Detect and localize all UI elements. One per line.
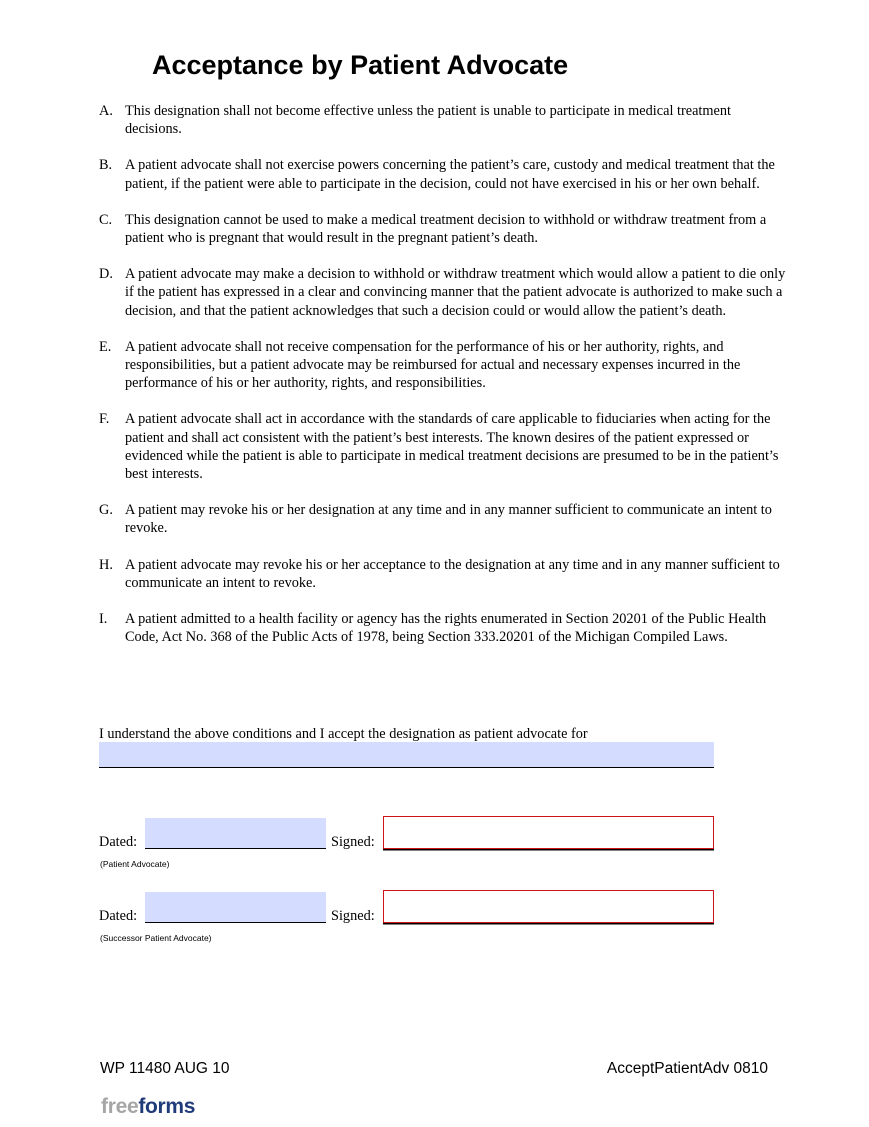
condition-text: A patient admitted to a health facility or agency has the rights enumerated in Section 20201 of the Public Health Code, Act No. 368 of the Public Acts of 1978, being Section 333.20201 of the Michigan Compiled Laws. (125, 611, 767, 646)
logo-forms-text: forms (138, 1095, 196, 1118)
condition-item (99, 265, 789, 320)
condition-item (99, 338, 789, 393)
conditions-list (99, 102, 789, 664)
signed-label: Signed: (331, 834, 375, 850)
condition-item (99, 501, 789, 537)
successor-advocate-signature-row (99, 890, 719, 924)
successor-advocate-date-input[interactable] (145, 892, 326, 923)
condition-text: A patient advocate shall act in accordance with the standards of care applicable to fiduciaries when acting for the patient and shall act consistent with the patient’s best interests. The known desires of the patient expressed or evidenced while the patient is able to participate in medical treatment decisions are presumed to be in the patient’s best interests. (125, 411, 779, 483)
condition-item (99, 102, 789, 138)
form-id: AcceptPatientAdv 0810 (606, 1060, 768, 1077)
condition-text: A patient advocate may revoke his or her acceptance to the designation at any time and in any manner sufficient to communicate an intent to revoke. (125, 556, 780, 591)
condition-text: A patient may revoke his or her designation at any time and in any manner sufficient to communicate an intent to revoke. (125, 502, 772, 537)
condition-item (99, 156, 789, 192)
dated-label: Dated: (99, 908, 138, 924)
patient-advocate-signature-row (99, 816, 719, 850)
condition-item (99, 211, 789, 247)
signed-label: Signed: (331, 908, 375, 924)
condition-letter: B. (99, 157, 113, 174)
successor-advocate-signature-field[interactable] (383, 890, 714, 923)
condition-letter: C. (99, 211, 113, 228)
condition-item (99, 556, 789, 592)
patient-advocate-date-input[interactable] (145, 818, 326, 849)
condition-text: A patient advocate shall not receive compensation for the performance of his or her authority, rights, and responsibilities, but a patient advocate may be reimbursed for actual and necessary expenses incurred in the performance of his or her authority, rights, and responsibilities. (125, 338, 741, 392)
condition-letter: I. (99, 611, 108, 628)
condition-letter: G. (99, 502, 113, 519)
condition-letter: E. (99, 338, 112, 355)
patient-advocate-caption: (Patient Advocate) (100, 859, 170, 869)
condition-text: A patient advocate may make a decision to withhold or withdraw treatment which would allow a patient to die only if the patient has expressed in a clear and convincing manner that the patient advocate is authorized to make such a decision, and that the patient acknowledges that such a decision could or would allow the patient’s death. (125, 266, 786, 319)
page-title: Acceptance by Patient Advocate (152, 50, 569, 80)
condition-item (99, 410, 789, 483)
condition-text: A patient advocate shall not exercise powers concerning the patient’s care, custody and medical treatment that the patient, if the patient were able to participate in the decision, could not have exercised in his or her own behalf. (125, 157, 775, 192)
patient-name-input[interactable] (99, 742, 714, 768)
condition-item (99, 610, 789, 646)
condition-letter: H. (99, 556, 113, 573)
condition-letter: A. (99, 103, 113, 119)
dated-label: Dated: (99, 834, 138, 850)
condition-letter: F. (99, 411, 110, 428)
logo-free-text: free (101, 1095, 139, 1118)
successor-advocate-caption: (Successor Patient Advocate) (100, 933, 212, 943)
condition-text: This designation shall not become effective unless the patient is unable to participate in medical treatment decisions. (125, 103, 731, 138)
form-code: WP 11480 AUG 10 (100, 1060, 230, 1077)
acceptance-statement: I understand the above conditions and I accept the designation as patient advocate for (99, 726, 588, 742)
freeforms-logo (101, 1095, 195, 1119)
condition-text: This designation cannot be used to make a medical treatment decision to withhold or withdraw treatment from a patient who is pregnant that would result in the pregnant patient’s death. (125, 211, 767, 247)
condition-letter: D. (99, 266, 113, 283)
patient-advocate-signature-field[interactable] (383, 816, 714, 849)
